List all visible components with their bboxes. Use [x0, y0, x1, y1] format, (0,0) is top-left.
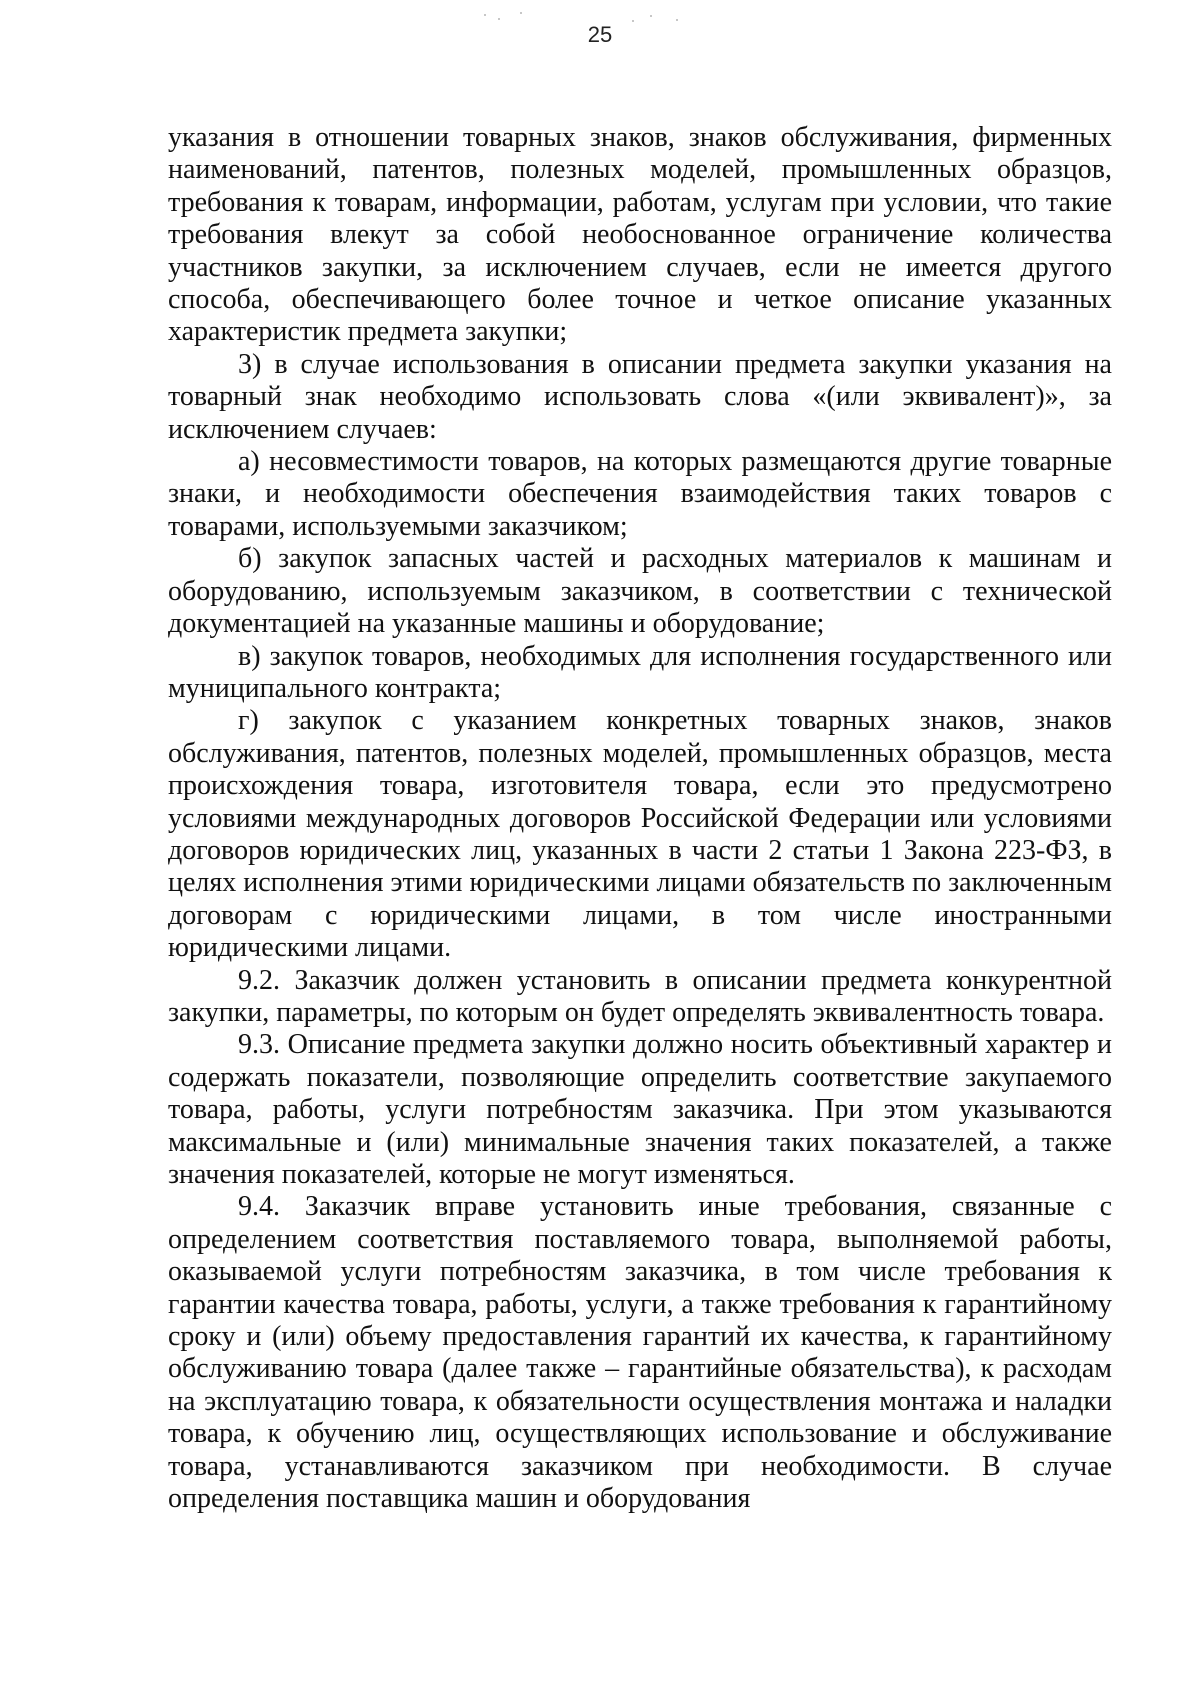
paragraph-subitem-b: б) закупок запасных частей и расходных материалов к машинам и оборудованию, используемым заказчиком, в соответствии с технической документацией на указанные машины и оборудование; — [168, 543, 1112, 640]
paragraph-9-3: 9.3. Описание предмета закупки должно носить объективный характер и содержать показатели, позволяющие определить соответствие закупаемого товара, работы, услуги потребностям заказчика. При этом указываются максимальные и (или) минимальные значения таких показателей, а также значения показателей, которые не могут изменяться. — [168, 1029, 1112, 1190]
paragraph-9-2: 9.2. Заказчик должен установить в описании предмета конкурентной закупки, параметры, по которым он будет определять эквивалентность товара. — [168, 964, 1112, 1028]
scan-speck — [520, 12, 522, 14]
scan-speck — [498, 18, 500, 20]
paragraph-subitem-g: г) закупок с указанием конкретных товарных знаков, знаков обслуживания, патентов, полезных моделей, промышленных образцов, места происхождения товара, изготовителя товара, если это предусмотрено условиями международных договоров Российской Федерации или условиями договоров юридических лиц, указанных в части 2 статьи 1 Закона 223-ФЗ, в целях исполнения этими юридическими лицами обязательств по заключенным договорам с юридическими лицами, в том числе иностранными юридическими лицами. — [168, 705, 1112, 964]
scan-speck — [676, 19, 678, 21]
paragraph-subitem-a: а) несовместимости товаров, на которых размещаются другие товарные знаки, и необходимости обеспечения взаимодействия таких товаров с товарами, используемыми заказчиком; — [168, 446, 1112, 542]
document-body — [168, 122, 1112, 1515]
scan-speck — [484, 14, 486, 16]
paragraph-item-3: 3) в случае использования в описании предмета закупки указания на товарный знак необходимо использовать слова «(или эквивалент)», за исключением случаев: — [168, 348, 1112, 445]
paragraph-continuation: указания в отношении товарных знаков, знаков обслуживания, фирменных наименований, патентов, полезных моделей, промышленных образцов, требования к товарам, информации, работам, услугам при условии, что такие требования влекут за собой необоснованное ограничение количества участников закупки, за исключением случаев, если не имеется другого способа, обеспечивающего более точное и четкое описание указанных характеристик предмета закупки; — [168, 122, 1112, 348]
scan-speck — [650, 15, 652, 17]
page-number: 25 — [587, 22, 613, 47]
paragraph-subitem-v: в) закупок товаров, необходимых для исполнения государственного или муниципального контракта; — [168, 640, 1112, 704]
paragraph-9-4: 9.4. Заказчик вправе установить иные требования, связанные с определением соответствия поставляемого товара, выполняемой работы, оказываемой услуги потребностям заказчика, в том числе требования к гарантии качества товара, работы, услуги, а также требования к гарантийному сроку и (или) объему предоставления гарантий их качества, к гарантийному обслуживанию товара (далее также – гарантийные обязательства), к расходам на эксплуатацию товара, к обязательности осуществления монтажа и наладки товара, к обучению лиц, осуществляющих использование и обслуживание товара, устанавливаются заказчиком при необходимости. В случае определения поставщика машин и оборудования — [168, 1191, 1112, 1515]
